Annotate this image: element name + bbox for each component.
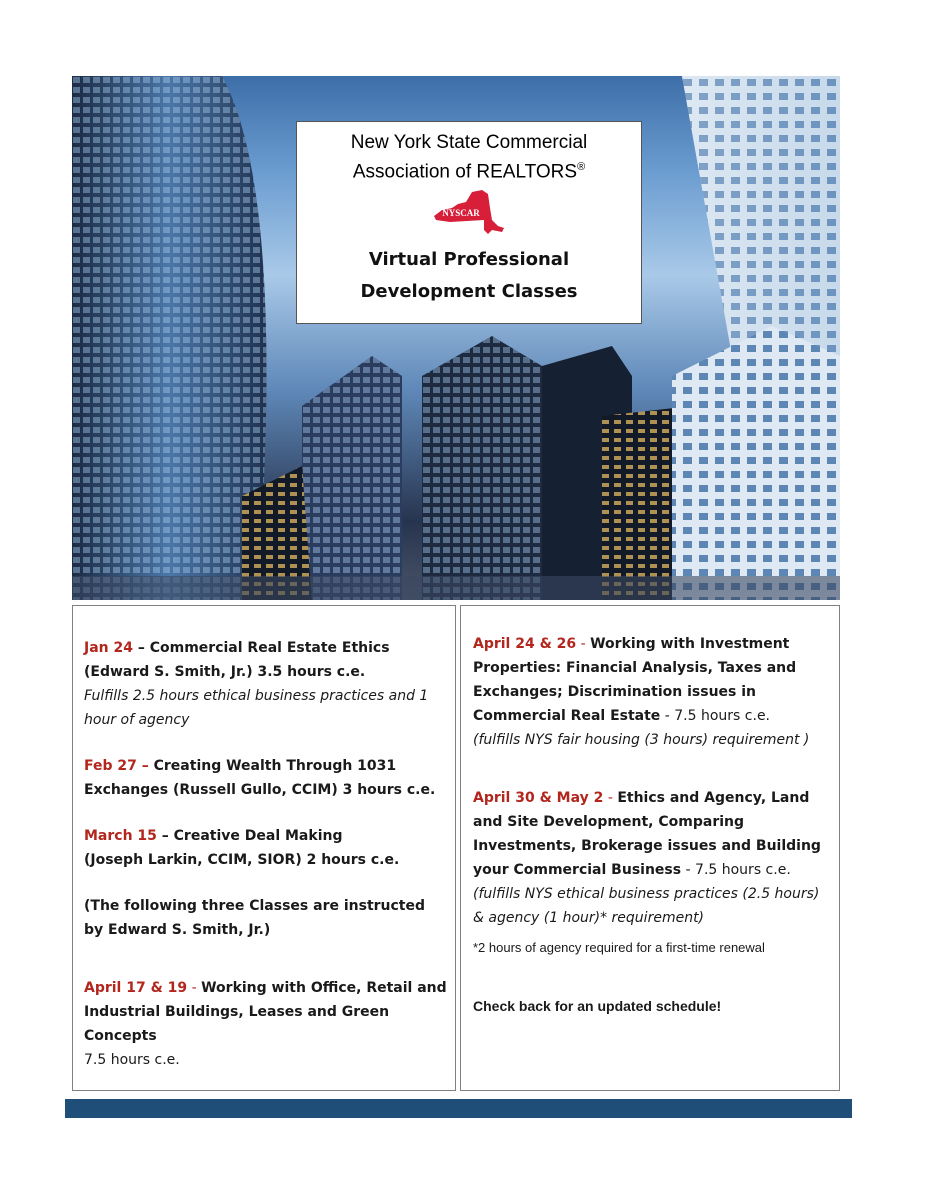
class-entry-jan (84, 636, 447, 732)
class-date: Feb 27 – (84, 758, 154, 774)
title-line-2: Development Classes (360, 281, 578, 303)
class-entry-march (84, 824, 447, 872)
class-instructor: (Edward S. Smith, Jr.) 3.5 hours c.e. (84, 664, 366, 680)
org-line-2: Association of REALTORS (352, 161, 578, 183)
registered-mark: ® (577, 161, 586, 173)
organization-name (297, 131, 641, 184)
class-date: March 15 (84, 828, 157, 844)
class-title: Working with Office, Retail and Industrial Buildings, Leases and Green Concepts (84, 980, 447, 1044)
title-box (296, 121, 642, 324)
class-note: (fulfills NYS ethical business practices (2.5 hours) & agency (1 hour)* requirement) (473, 886, 820, 926)
org-line-1: New York State Commercial (350, 132, 588, 153)
logo-text: NYSCAR (442, 208, 480, 219)
separator: - (603, 790, 618, 806)
page-title (297, 244, 641, 308)
class-date: Jan 24 (84, 640, 133, 656)
class-note: Fulfills 2.5 hours ethical business practices and 1 hour of agency (84, 688, 429, 728)
check-back-notice: Check back for an updated schedule! (473, 998, 722, 1014)
class-note: (fulfills NYS fair housing (3 hours) requirement ) (473, 732, 810, 748)
footer-bar (65, 1099, 852, 1118)
instructor-note: (The following three Classes are instructed by Edward S. Smith, Jr.) (84, 898, 426, 938)
class-hours: - 7.5 hours c.e. (660, 708, 771, 724)
class-instructor: (Joseph Larkin, CCIM, SIOR) 2 hours c.e. (84, 852, 400, 868)
separator: - (187, 980, 202, 996)
class-entry-april-17 (84, 976, 447, 1072)
separator: - (576, 636, 591, 652)
class-date: April 24 & 26 (473, 636, 577, 652)
left-schedule-column (72, 605, 456, 1091)
title-line-1: Virtual Professional (368, 249, 570, 271)
class-title: Working with Investment Properties: Financial Analysis, Taxes and Exchanges; Discrimination issues in Commercial Real Estate (473, 636, 797, 724)
class-date: April 17 & 19 (84, 980, 188, 996)
class-title: – Creative Deal Making (156, 828, 343, 844)
class-hours: 7.5 hours c.e. (84, 1052, 180, 1068)
nyscar-logo (432, 190, 506, 236)
class-title: Ethics and Agency, Land and Site Development, Comparing Investments, Brokerage issues and Building your Commercial Business (473, 790, 821, 878)
agency-footnote: *2 hours of agency required for a first-time renewal (473, 940, 765, 955)
class-entry-april-24 (473, 632, 831, 752)
class-date: April 30 & May 2 (473, 790, 604, 806)
class-hours: - 7.5 hours c.e. (681, 862, 791, 878)
class-title: – Commercial Real Estate Ethics (132, 640, 390, 656)
right-schedule-column (460, 605, 840, 1091)
class-title: Creating Wealth Through 1031 Exchanges (Russell Gullo, CCIM) 3 hours c.e. (84, 758, 436, 798)
class-entry-april-30 (473, 786, 831, 930)
class-entry-feb (84, 754, 447, 802)
